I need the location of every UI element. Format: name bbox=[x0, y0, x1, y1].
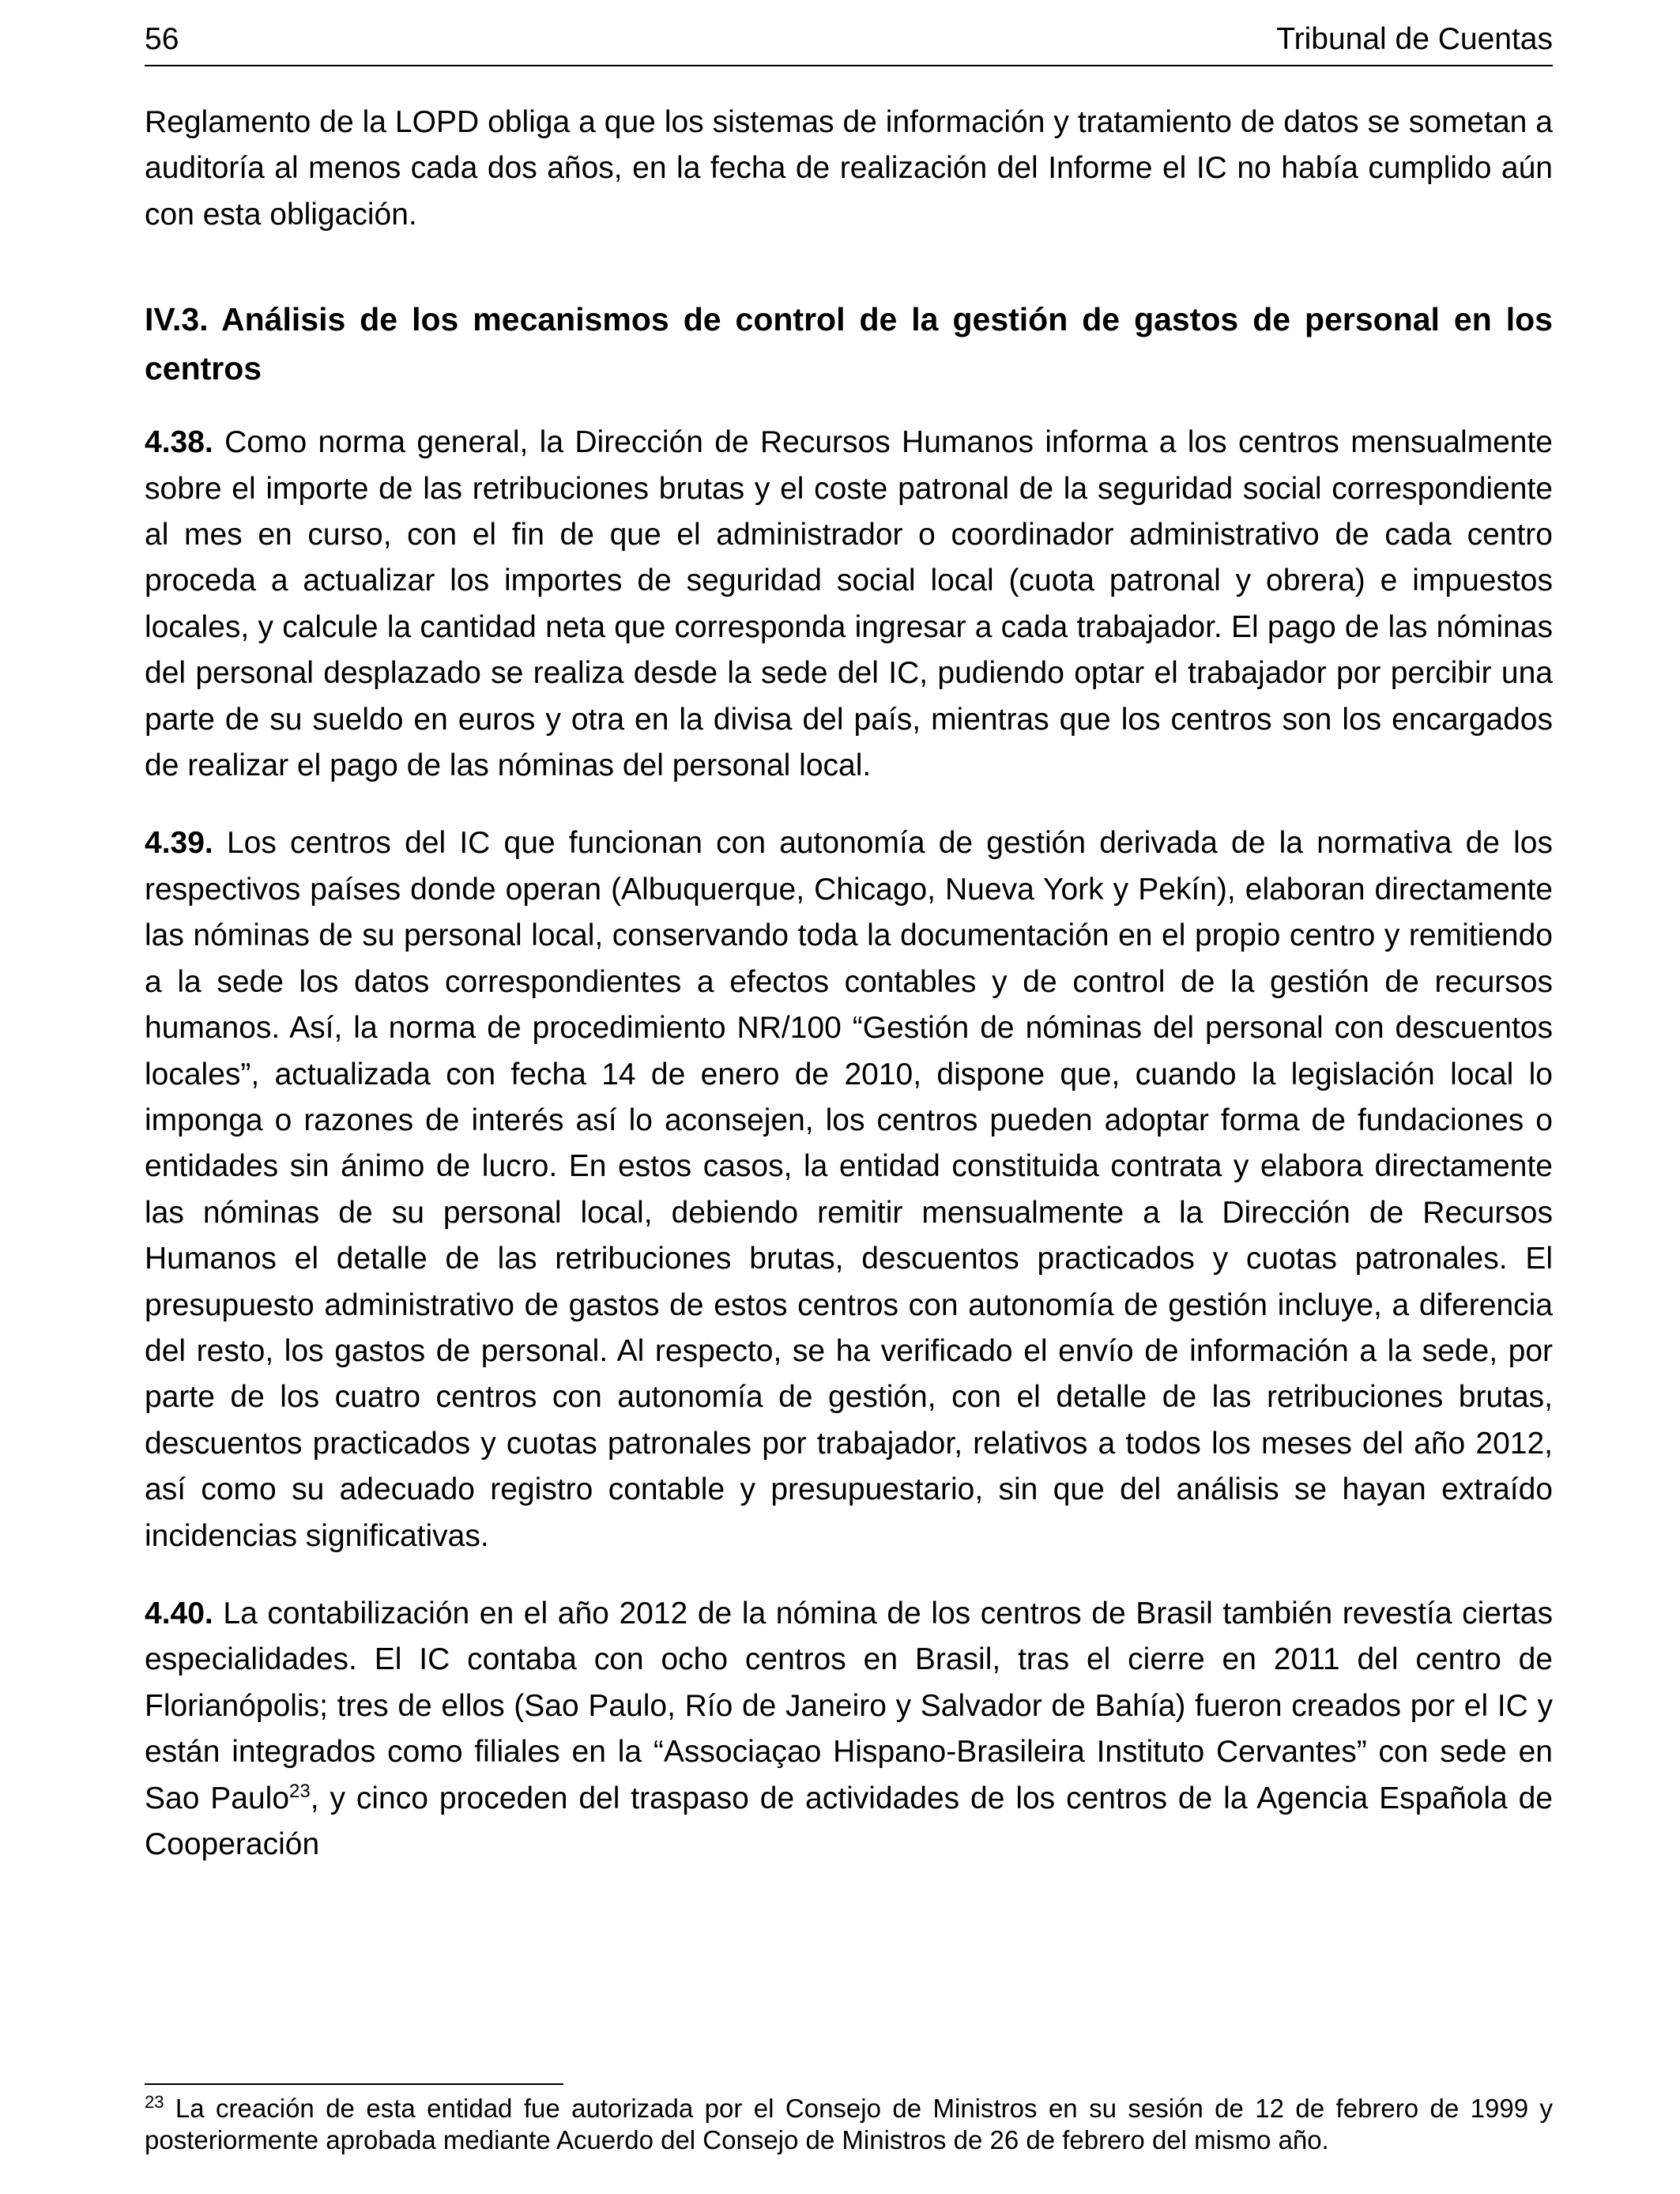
header-publisher: Tribunal de Cuentas bbox=[1276, 22, 1553, 56]
paragraph-text-continued: , y cinco proceden del traspaso de actividades de los centros de la Agencia Española de Cooperación bbox=[145, 1781, 1553, 1861]
paragraph-4-40 bbox=[145, 1591, 1553, 1868]
paragraph-text: Los centros del IC que funcionan con autonomía de gestión derivada de la normativa de los respectivos países donde operan (Albuquerque, Chicago, Nueva York y Pekín), elaboran directamente las nóminas de su personal local, conservando toda la documentación en el propio centro y remitiendo a la sede los datos correspondientes a efectos contables y de control de la gestión de recursos humanos. Así, la norma de procedimiento NR/100 “Gestión de nóminas del personal con descuentos locales”, actualizada con fecha 14 de enero de 2010, dispone que, cuando la legislación local lo imponga o razones de interés así lo aconsejen, los centros pueden adoptar forma de fundaciones o entidades sin ánimo de lucro. En estos casos, la entidad constituida contrata y elabora directamente las nóminas de su personal local, debiendo remitir mensualmente a la Dirección de Recursos Humanos el detalle de las retribuciones brutas, descuentos practicados y cuotas patronales. El presupuesto administrativo de gastos de estos centros con autonomía de gestión incluye, a diferencia del resto, los gastos de personal. Al respecto, se ha verificado el envío de información a la sede, por parte de los cuatro centros con autonomía de gestión, con el detalle de las retribuciones brutas, descuentos practicados y cuotas patronales por trabajador, relativos a todos los meses del año 2012, así como su adecuado registro contable y presupuestario, sin que del análisis se hayan extraído incidencias significativas. bbox=[145, 826, 1553, 1553]
paragraph-number: 4.40. bbox=[145, 1596, 213, 1630]
page-header bbox=[145, 19, 1553, 66]
paragraph-text: La contabilización en el año 2012 de la nómina de los centros de Brasil también revestía ciertas especialidades. El IC contaba con ocho centros en Brasil, tras el cierre en 2011 del centro de Florianópolis; tres de ellos (Sao Paulo, Río de Janeiro y Salvador de Bahía) fueron creados por el IC y están integrados como filiales en la “Associaçao Hispano-Brasileira Instituto Cervantes” con sede en Sao Paulo bbox=[145, 1596, 1553, 1815]
page-number: 56 bbox=[145, 22, 179, 56]
footnote-reference[interactable]: 23 bbox=[289, 1780, 311, 1802]
paragraph-4-38 bbox=[145, 420, 1553, 789]
footnote-separator bbox=[145, 2083, 563, 2085]
paragraph-text: Como norma general, la Dirección de Recursos Humanos informa a los centros mensualmente sobre el importe de las retribuciones brutas y el coste patronal de la seguridad social correspondiente al mes en curso, con el fin de que el administrador o coordinador administrativo de cada centro proceda a actualizar los importes de seguridad social local (cuota patronal y obrera) e impuestos locales, y calcule la cantidad neta que corresponda ingresar a cada trabajador. El pago de las nóminas del personal desplazado se realiza desde la sede del IC, pudiendo optar el trabajador por percibir una parte de su sueldo en euros y otra en la divisa del país, mientras que los centros son los encargados de realizar el pago de las nóminas del personal local. bbox=[145, 425, 1553, 783]
paragraph-4-39 bbox=[145, 820, 1553, 1559]
section-heading bbox=[145, 295, 1553, 393]
footnote bbox=[145, 2093, 1553, 2156]
paragraph-number: 4.39. bbox=[145, 826, 213, 861]
section-number: IV.3. bbox=[145, 301, 209, 338]
intro-paragraph: Reglamento de la LOPD obliga a que los sistemas de información y tratamiento de datos se sometan a auditoría al menos cada dos años, en la fecha de realización del Informe el IC no había cumplido aún con esta obligación. bbox=[145, 105, 1553, 232]
footnote-number: 23 bbox=[145, 2092, 164, 2112]
footnote-text: La creación de esta entidad fue autorizada por el Consejo de Ministros en su sesión de 12 de febrero de 1999 y posteriormente aprobada mediante Acuerdo del Consejo de Ministros de 26 de febrero del mismo año. bbox=[145, 2094, 1554, 2154]
section-title: Análisis de los mecanismos de control de la gestión de gastos de personal en los centros bbox=[145, 301, 1553, 387]
page-body bbox=[145, 100, 1553, 1868]
paragraph-number: 4.38. bbox=[145, 425, 213, 460]
